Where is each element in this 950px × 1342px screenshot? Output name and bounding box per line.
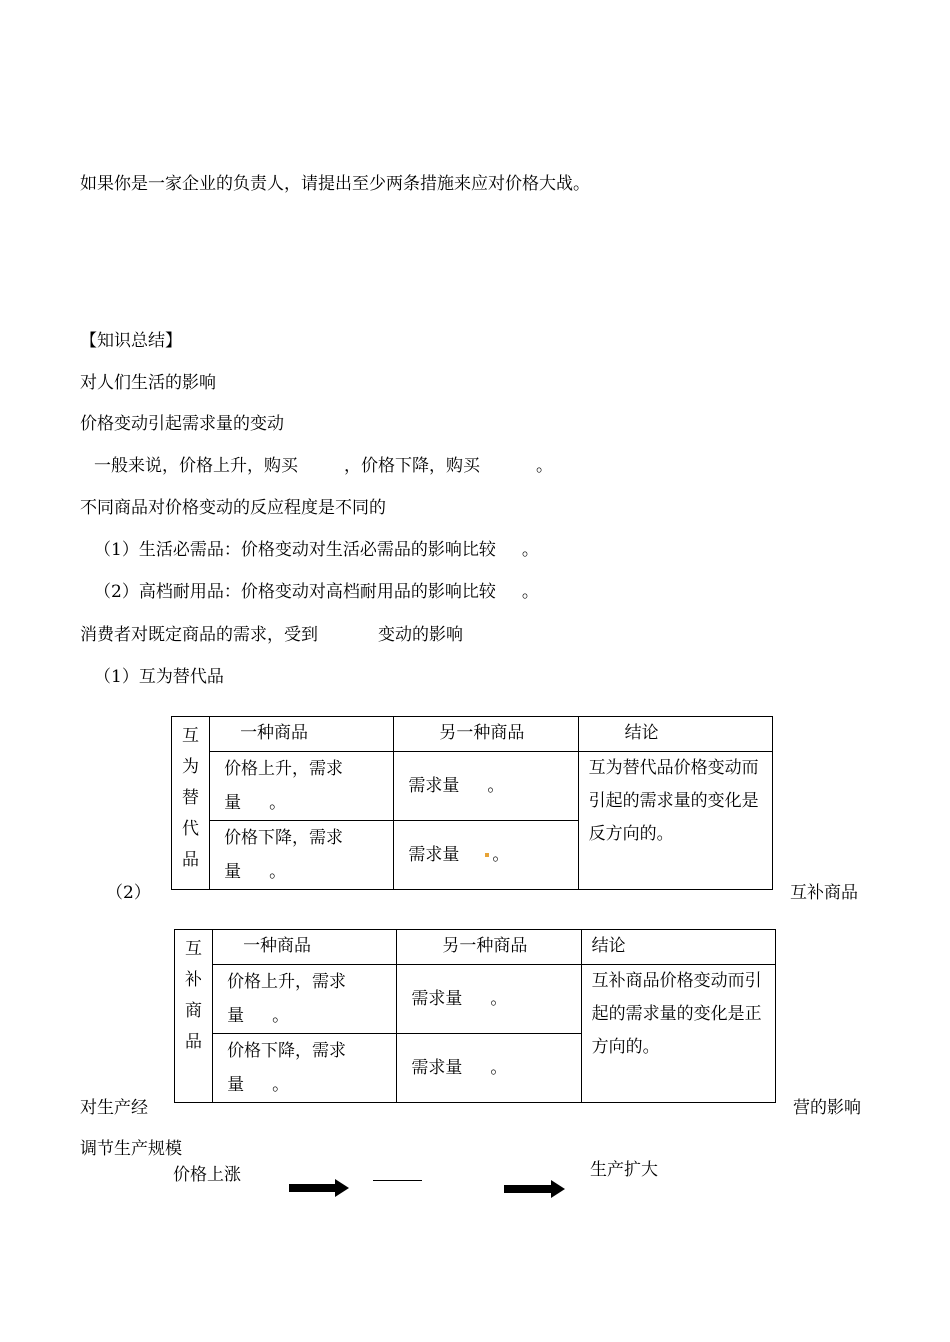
substitute-col1-header: 一种商品 (210, 717, 394, 752)
substitute-col3-header: 结论 (578, 717, 772, 752)
necessity-line (94, 538, 539, 562)
substitute-r1c1: 价格上升，需求 量 。 (210, 752, 394, 821)
general-rule-c: 。 (536, 456, 553, 476)
consumer-line-a: 消费者对既定商品的需求，受到 (80, 625, 318, 645)
luxury-line (94, 580, 539, 604)
flow-start: 价格上涨 (173, 1165, 241, 1185)
necessity-period: 。 (521, 540, 539, 560)
production-impact-a: 对生产经 (80, 1098, 148, 1118)
complement-col2-header: 另一种商品 (397, 930, 581, 965)
complement-conclusion: 互补商品价格变动而引起的需求量的变化是正方向的。 (581, 965, 775, 1103)
substitute-r2c1: 价格下降，需求 量 。 (210, 821, 394, 890)
adjust-scale-heading: 调节生产规模 (80, 1139, 182, 1159)
luxury-text: （2）高档耐用品：价格变动对高档耐用品的影响比较 (94, 582, 496, 602)
general-rule-a: 一般来说，价格上升，购买 (94, 456, 298, 476)
substitute-r2c2: 需求量 。 (394, 821, 578, 890)
substitute-table (171, 716, 773, 890)
complement-r1c1: 价格上升，需求 量 。 (213, 965, 397, 1034)
complement-col1-header: 一种商品 (213, 930, 397, 965)
question-text: 如果你是一家企业的负责人，请提出至少两条措施来应对价格大战。 (80, 174, 590, 194)
arrow-right-icon (504, 1185, 551, 1193)
complement-side-label: 互 补 商 品 (175, 930, 213, 1103)
blank-underline (373, 1180, 422, 1181)
different-reaction-heading: 不同商品对价格变动的反应程度是不同的 (80, 498, 386, 518)
necessity-text: （1）生活必需品：价格变动对生活必需品的影响比较 (94, 540, 496, 560)
flow-end: 生产扩大 (590, 1160, 658, 1180)
summary-title: 【知识总结】 (80, 331, 182, 351)
general-rule-line (94, 454, 553, 478)
substitute-col2-header: 另一种商品 (394, 717, 578, 752)
complement-number: （2） (106, 883, 151, 903)
substitute-r1c2: 需求量 。 (394, 752, 578, 821)
substitute-conclusion: 互为替代品价格变动而引起的需求量的变化是反方向的。 (578, 752, 772, 890)
general-rule-b: ，价格下降，购买 (344, 456, 480, 476)
demand-change-heading: 价格变动引起需求量的变动 (80, 414, 284, 434)
arrow-right-icon (289, 1184, 335, 1192)
consumer-line-b: 变动的影响 (378, 625, 463, 645)
complement-label: 互补商品 (790, 883, 858, 903)
impact-life-heading: 对人们生活的影响 (80, 373, 216, 393)
consumer-line (80, 623, 463, 647)
mark-dot (485, 853, 489, 857)
complement-r2c1: 价格下降，需求 量 。 (213, 1034, 397, 1103)
complement-r1c2: 需求量 。 (397, 965, 581, 1034)
substitute-label: （1）互为替代品 (94, 667, 224, 687)
substitute-side-label: 互 为 替 代 品 (172, 717, 210, 890)
complement-table (174, 929, 776, 1103)
production-impact-b: 营的影响 (793, 1098, 861, 1118)
complement-col3-header: 结论 (581, 930, 775, 965)
complement-r2c2: 需求量 。 (397, 1034, 581, 1103)
luxury-period: 。 (521, 582, 539, 602)
